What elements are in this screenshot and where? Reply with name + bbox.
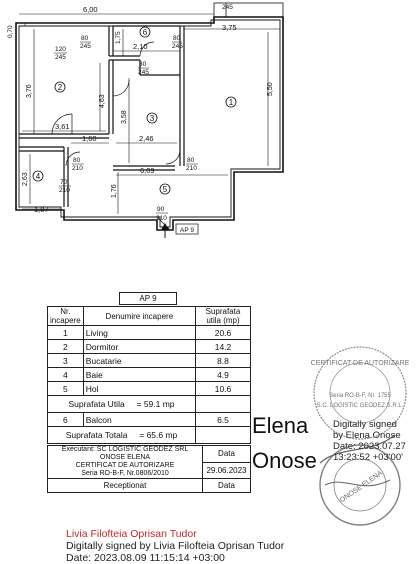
data-label: Data (203, 446, 251, 463)
dim-balcony-depth: 1,75 (115, 31, 122, 44)
col-name: Denumire incapere (83, 307, 195, 326)
room-3-marker (147, 113, 157, 123)
useful-area-label: Suprafata Utila (68, 399, 125, 409)
door-baie (59, 179, 71, 194)
certificate-stamp (300, 335, 417, 535)
cell-name: Bucatarie (83, 354, 195, 368)
door-dormitor (54, 46, 67, 61)
dim-baie-height: 2,63 (22, 172, 29, 186)
dim-hol-height: 1,76 (111, 184, 118, 198)
cell-area: 14.2 (196, 340, 251, 354)
room-6-marker (140, 27, 150, 37)
executant-line1: Executant: SC LOGISTIC GEODEZ SRL (61, 446, 189, 453)
stamp-text-series: Seria RO-B-F, Nr. 1755 (329, 393, 391, 399)
signer1-name-line1: Elena (252, 413, 309, 438)
plan-ap-label (176, 224, 198, 234)
col-nr: Nr. incapere (48, 307, 84, 326)
dim-top-left: 0,70 (7, 25, 14, 38)
room-5-marker (160, 184, 170, 194)
dim-dormitor-height: 3,76 (26, 84, 33, 98)
door-balcon-right (80, 35, 91, 50)
svg-text:80: 80 (81, 35, 89, 42)
dim-hol-length: 6,09 (140, 166, 155, 175)
cell-nr: 6 (48, 413, 84, 427)
svg-text:245: 245 (172, 43, 183, 50)
svg-text:2: 2 (57, 83, 63, 92)
balcony-row (48, 413, 251, 427)
signer2-red-name: Livia Filofteia Oprisan Tudor (66, 528, 197, 540)
dim-bucatarie-width: 2,46 (139, 134, 154, 143)
interior-walls (19, 26, 184, 207)
stair-note: 245 (222, 4, 233, 11)
svg-text:80: 80 (139, 61, 147, 68)
svg-text:80: 80 (73, 157, 81, 164)
receptionat-label: Receptionat (48, 479, 203, 493)
svg-text:210: 210 (186, 165, 197, 172)
table-row (48, 340, 251, 354)
cell-name: Balcon (83, 413, 195, 427)
svg-text:AP 9: AP 9 (180, 227, 194, 234)
cell-name: Baie (83, 368, 195, 382)
svg-text:3: 3 (149, 114, 155, 123)
svg-text:70: 70 (60, 179, 68, 186)
useful-area-row (48, 396, 251, 413)
stamp-ring-text: ONOSE ELENA (338, 469, 384, 505)
floor-plan (0, 0, 417, 240)
cell-name: Dormitor (83, 340, 195, 354)
svg-text:6: 6 (142, 28, 148, 37)
cell-area: 6.5 (196, 413, 251, 427)
door-living (186, 157, 198, 172)
sig1-line2: by Elena Onose (333, 430, 401, 441)
svg-text:210: 210 (72, 165, 83, 172)
areas-table-grid (47, 306, 251, 444)
svg-text:245: 245 (80, 43, 91, 50)
dim-corridor-depth: 4,63 (99, 94, 106, 108)
areas-table (47, 306, 251, 493)
cell-area: 8.8 (196, 354, 251, 368)
svg-text:210: 210 (59, 187, 70, 194)
door-bucatarie (138, 61, 149, 76)
dim-top-right: 3,75 (222, 23, 237, 32)
cell-area: 20.6 (196, 326, 251, 340)
table-row (48, 326, 251, 340)
cell-name: Hol (83, 382, 195, 396)
table-row (48, 382, 251, 396)
svg-text:245: 245 (138, 69, 149, 76)
data2-label: Data (203, 479, 251, 493)
sig1-line3: Date: 2023.07.27 (333, 441, 406, 452)
dim-living-height: 5,50 (267, 82, 274, 96)
svg-text:1: 1 (228, 98, 234, 107)
sig2-line1: Digitally signed by Livia Filofteia Oprisan Tudor (66, 540, 285, 552)
useful-area-value: = 59.1 mp (136, 399, 175, 409)
room-4-marker (33, 171, 43, 181)
total-area-label: Suprafata Totala (65, 430, 128, 440)
table-header-row (48, 307, 251, 326)
table-row (48, 354, 251, 368)
sig2-line2: Date: 2023.08.09 11:15:14 +03:00 (66, 552, 225, 564)
signer2-digital-signature (66, 540, 284, 564)
signer1-name-line2: Onose (252, 448, 317, 473)
cell-area: 10.6 (196, 382, 251, 396)
table-ap-header: AP 9 (119, 292, 177, 305)
dim-baie-width: 1,87 (34, 205, 49, 214)
cell-nr: 3 (48, 354, 84, 368)
col-area: Suprafata utila (mp) (196, 307, 251, 326)
dim-top-width: 6,00 (83, 5, 98, 14)
total-area-value: = 65.6 mp (139, 430, 178, 440)
cell-nr: 2 (48, 340, 84, 354)
room-1-marker (226, 97, 236, 107)
stamp-text-top: CERTIFICAT DE AUTORIZARE (310, 360, 410, 367)
sig1-line1: Digitally signed (333, 419, 397, 430)
svg-text:80: 80 (173, 35, 181, 42)
cell-name: Living (83, 326, 195, 340)
svg-text:245: 245 (55, 54, 66, 61)
door-balcon-top (172, 35, 183, 50)
dim-bucatarie-height: 3,58 (121, 110, 128, 124)
dim-dormitor-width: 3,61 (55, 122, 70, 131)
total-area-row (48, 427, 251, 444)
executant-table (47, 445, 251, 493)
svg-text:5: 5 (162, 185, 168, 194)
svg-text:120: 120 (55, 46, 66, 53)
svg-text:80: 80 (187, 157, 195, 164)
cell-nr: 1 (48, 326, 84, 340)
executant-line4: Seria RO-B-F, Nr.0806/2010 (81, 470, 169, 477)
door-baie-top (72, 157, 84, 172)
stamp-text-company: S.C. LOGISTIC GEODEZ S.R.L. (316, 403, 404, 409)
sig1-line4: 13:23:52 +03'00' (333, 452, 403, 463)
room-2-marker (55, 82, 65, 92)
svg-text:90: 90 (157, 206, 165, 213)
cell-nr: 4 (48, 368, 84, 382)
dim-balcony-width: 2,10 (133, 42, 148, 51)
table-row (48, 368, 251, 382)
svg-text:210: 210 (156, 215, 167, 222)
door-arcs (52, 42, 180, 230)
dim-hol-width: 1,60 (82, 134, 97, 143)
svg-text:4: 4 (35, 172, 41, 181)
cell-area: 4.9 (196, 368, 251, 382)
executant-line2: ONOSE ELENA (99, 454, 151, 461)
data-value: 29.06.2023 (203, 462, 251, 479)
executant-cell (48, 446, 203, 479)
executant-line3: CERTIFICAT DE AUTORIZARE (75, 462, 175, 469)
door-entry (156, 206, 168, 222)
cell-nr: 5 (48, 382, 84, 396)
